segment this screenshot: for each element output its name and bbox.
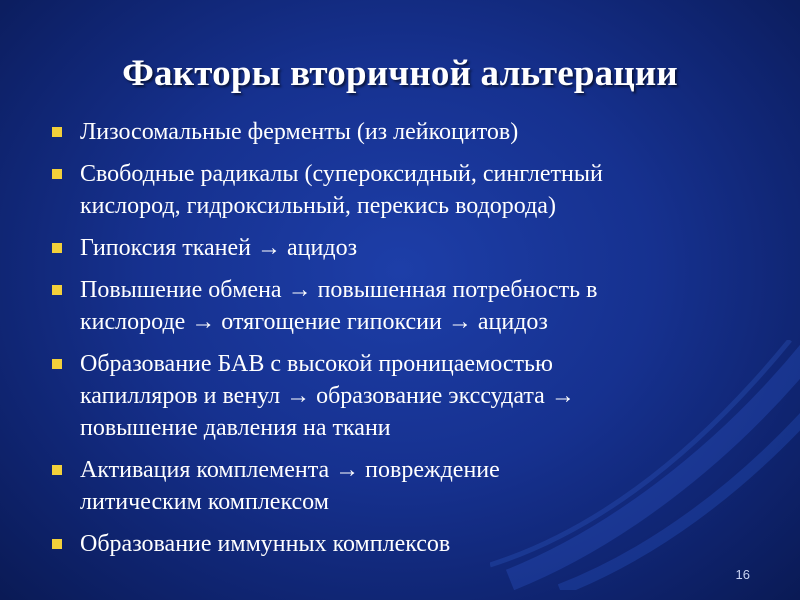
bullet-text-line: Гипоксия тканей → ацидоз bbox=[80, 235, 358, 261]
square-bullet-icon bbox=[52, 243, 62, 253]
bullet-item bbox=[50, 158, 750, 222]
bullet-text-line: Образование БАВ с высокой проницаемостью bbox=[80, 351, 553, 377]
bullet-text-line: кислороде → отягощение гипоксии → ацидоз bbox=[80, 309, 548, 335]
square-bullet-icon bbox=[52, 285, 62, 295]
square-bullet-icon bbox=[52, 169, 62, 179]
bullet-text-line: Образование иммунных комплексов bbox=[80, 531, 451, 557]
slide-title: Факторы вторичной альтерации bbox=[122, 53, 678, 94]
square-bullet-icon bbox=[52, 465, 62, 475]
bullet-text-line: повышение давления на ткани bbox=[80, 415, 391, 441]
slide-number: 16 bbox=[735, 567, 750, 582]
bullet-item bbox=[50, 528, 750, 560]
bullet-text-line: Повышение обмена → повышенная потребность в bbox=[80, 277, 598, 303]
bullet-item bbox=[50, 232, 750, 264]
bullet-text-line: кислород, гидроксильный, перекись водорода) bbox=[80, 193, 556, 219]
bullet-item bbox=[50, 274, 750, 338]
bullet-item bbox=[50, 348, 750, 444]
square-bullet-icon bbox=[52, 359, 62, 369]
bullet-text-line: Свободные радикалы (супероксидный, синглетный bbox=[80, 161, 603, 187]
bullet-text-line: литическим комплексом bbox=[80, 489, 329, 515]
bullet-text-line: Лизосомальные ферменты (из лейкоцитов) bbox=[80, 119, 519, 145]
bullet-text-line: капилляров и венул → образование экссудата → bbox=[80, 383, 575, 409]
bullet-item bbox=[50, 454, 750, 518]
bullet-list bbox=[50, 116, 750, 570]
bullet-text-line: Активация комплемента → повреждение bbox=[80, 457, 500, 483]
bullet-item bbox=[50, 116, 750, 148]
square-bullet-icon bbox=[52, 539, 62, 549]
square-bullet-icon bbox=[52, 127, 62, 137]
